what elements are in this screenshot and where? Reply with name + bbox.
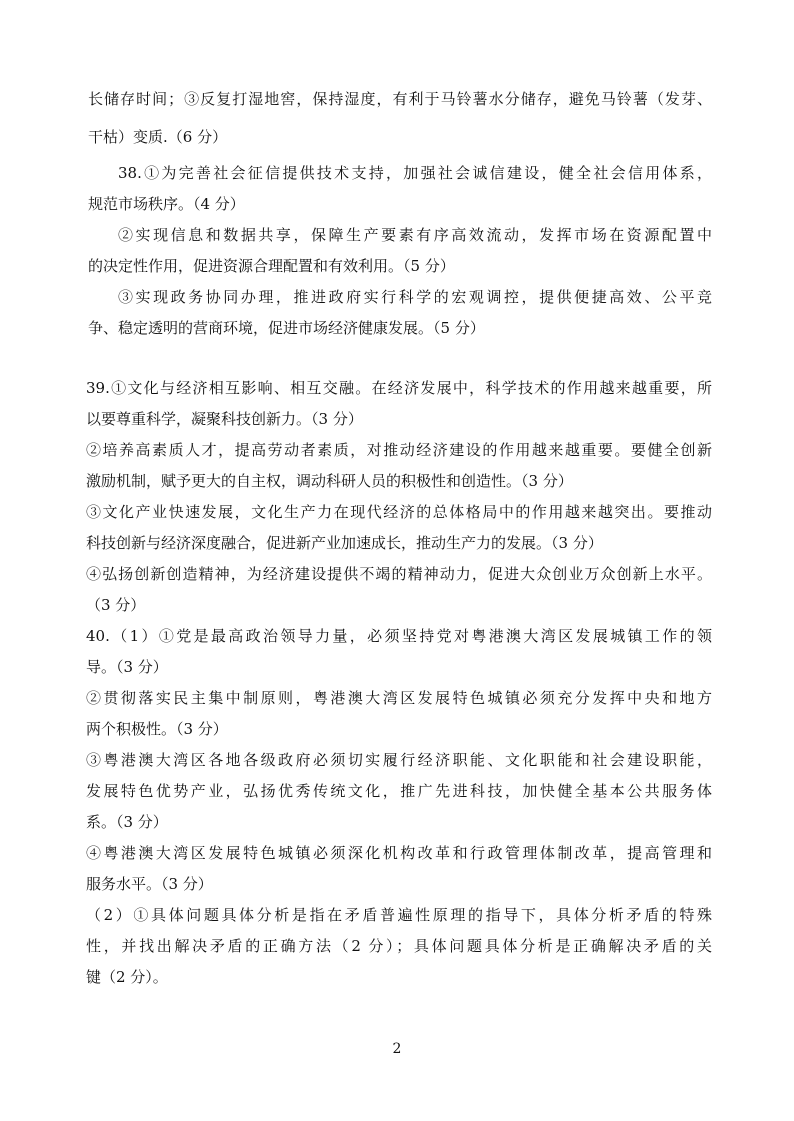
answer-38-item-2-line-2: 的决定性作用，促进资源合理配置和有效利用。（5 分） — [88, 257, 455, 275]
answer-40-1-item-1-line-1: 40.（1）①党是最高政治领导力量，必须坚持党对粤港澳大湾区发展城镇工作的领 — [86, 627, 712, 645]
answer-40-1-item-3-line-3: 系。（3 分） — [86, 813, 168, 831]
answer-39-item-1-line-1: 39.①文化与经济相互影响、相互交融。在经济发展中，科学技术的作用越来越重要，所 — [86, 379, 712, 397]
answer-38-item-2-line-1: ②实现信息和数据共享，保障生产要素有序高效流动，发挥市场在资源配置中 — [118, 226, 712, 244]
answer-38-item-1-line-1: 38.①为完善社会征信提供技术支持，加强社会诚信建设，健全社会信用体系， — [118, 164, 712, 182]
answer-38-item-3-line-1: ③实现政务协同办理，推进政府实行科学的宏观调控，提供便捷高效、公平竞 — [118, 288, 712, 306]
answer-38-item-1-line-2: 规范市场秩序。（4 分） — [88, 195, 245, 213]
answer-39-item-4-line-2: （3 分） — [86, 596, 146, 614]
answer-39-item-3-line-2: 科技创新与经济深度融合，促进新产业加速成长，推动生产力的发展。（3 分） — [86, 534, 603, 552]
answer-40-1-item-4-line-1: ④粤港澳大湾区发展特色城镇必须深化机构改革和行政管理体制改革，提高管理和 — [86, 844, 712, 862]
answer-40-1-item-2-line-1: ②贯彻落实民主集中制原则，粤港澳大湾区发展特色城镇必须充分发挥中央和地方 — [86, 689, 712, 707]
answer-40-1-item-1-line-2: 导。（3 分） — [86, 658, 168, 676]
answer-39-item-2-line-1: ②培养高素质人才，提高劳动者素质，对推动经济建设的作用越来越重要。要健全创新 — [86, 441, 712, 459]
answer-37-line-1: 长储存时间；③反复打湿地窖，保持湿度，有利于马铃薯水分储存，避免马铃薯（发芽、 — [88, 90, 712, 108]
answer-40-1-item-4-line-2: 服务水平。（3 分） — [86, 875, 213, 893]
answer-40-2-line-1: （2）①具体问题具体分析是指在矛盾普遍性原理的指导下，具体分析矛盾的特殊 — [86, 906, 712, 924]
answer-39-item-1-line-2: 以要尊重科学，凝聚科技创新力。（3 分） — [86, 410, 363, 428]
answer-40-1-item-2-line-2: 两个积极性。（3 分） — [86, 720, 228, 738]
answer-40-2-line-2: 性，并找出解决矛盾的正确方法（2 分）；具体问题具体分析是正确解决矛盾的关 — [86, 937, 712, 955]
answer-38-item-3-line-2: 争、稳定透明的营商环境，促进市场经济健康发展。（5 分） — [88, 319, 485, 337]
answer-40-1-item-3-line-1: ③粤港澳大湾区各地各级政府必须切实履行经济职能、文化职能和社会建设职能， — [86, 751, 712, 769]
answer-40-2-line-3: 键（2 分）。 — [86, 968, 168, 986]
answer-39-item-3-line-1: ③文化产业快速发展，文化生产力在现代经济的总体格局中的作用越来越突出。要推动 — [86, 503, 712, 521]
page-number: 2 — [392, 1041, 402, 1057]
answer-40-1-item-3-line-2: 发展特色优势产业，弘扬优秀传统文化，推广先进科技，加快健全基本公共服务体 — [86, 782, 712, 800]
answer-39-item-4-line-1: ④弘扬创新创造精神，为经济建设提供不竭的精神动力，促进大众创业万众创新上水平。 — [86, 565, 712, 583]
answer-39-item-2-line-2: 激励机制，赋予更大的自主权，调动科研人员的积极性和创造性。（3 分） — [86, 472, 573, 490]
answer-37-line-2: 干枯）变质.（6 分） — [88, 128, 228, 146]
